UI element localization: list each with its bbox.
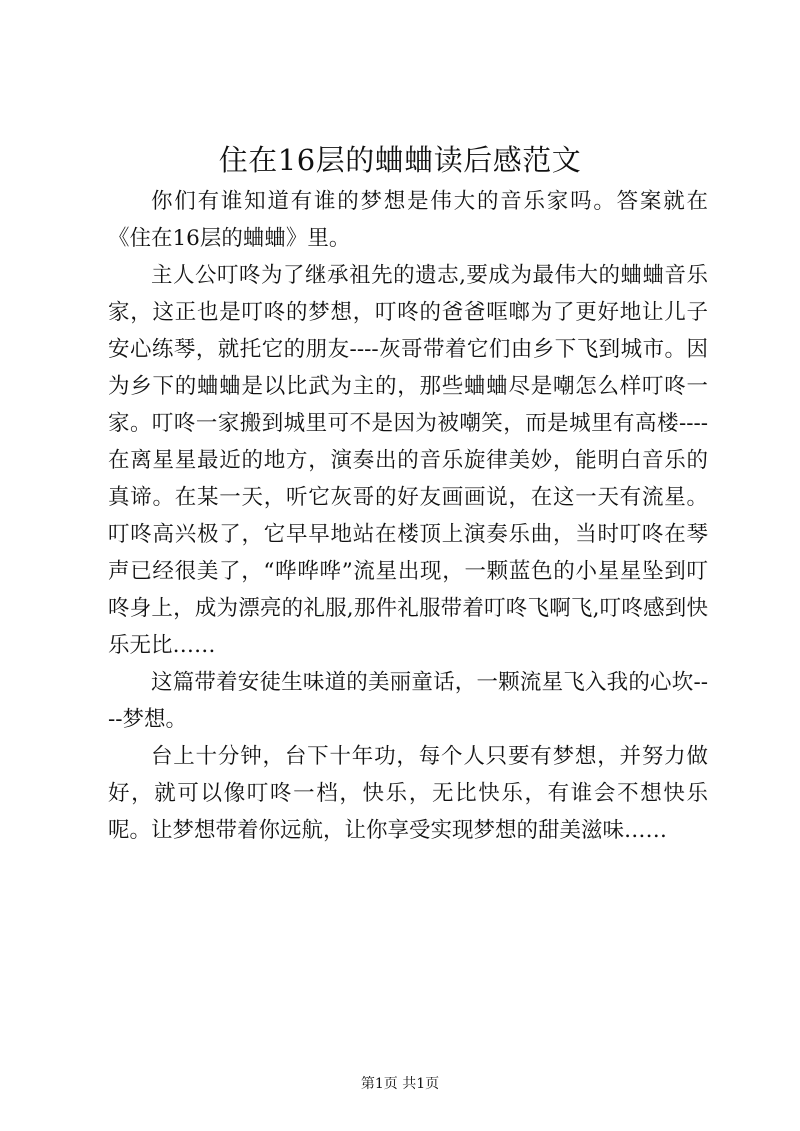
paragraph-3: 这篇带着安徒生味道的美丽童话，一颗流星飞入我的心坎----梦想。 bbox=[108, 670, 708, 732]
page-footer: 第1页 共1页 bbox=[360, 1076, 440, 1092]
paragraph-4: 台上十分钟，台下十年功，每个人只要有梦想，并努力做好，就可以像叮咚一档，快乐，无比快乐，有谁会不想快乐呢。让梦想带着你远航，让你享受实现梦想的甜美滋味…… bbox=[108, 744, 708, 843]
paragraph-1: 你们有谁知道有谁的梦想是伟大的音乐家吗。答案就在《住在16层的蛐蛐》里。 bbox=[108, 189, 708, 251]
paragraph-2: 主人公叮咚为了继承祖先的遗志,要成为最伟大的蛐蛐音乐家，这正也是叮咚的梦想，叮咚的爸爸哐啷为了更好地让儿子安心练琴，就托它的朋友----灰哥带着它们由乡下飞到城市。因为乡下的蛐蛐是以比武为主的，那些蛐蛐尽是嘲怎么样叮咚一家。叮咚一家搬到城里可不是因为被嘲笑，而是城里有高楼----在离星星最近的地方，演奏出的音乐旋律美妙，能明白音乐的真谛。在某一天，听它灰哥的好友画画说，在这一天有流星。叮咚高兴极了，它早早地站在楼顶上演奏乐曲，当时叮咚在琴声已经很美了，“哗哗哗”流星出现，一颗蓝色的小星星坠到叮咚身上，成为漂亮的礼服,那件礼服带着叮咚飞啊飞,叮咚感到快乐无比…… bbox=[108, 263, 708, 658]
document-title: 住在16层的蛐蛐读后感范文 bbox=[218, 143, 582, 177]
document-body bbox=[108, 183, 708, 849]
